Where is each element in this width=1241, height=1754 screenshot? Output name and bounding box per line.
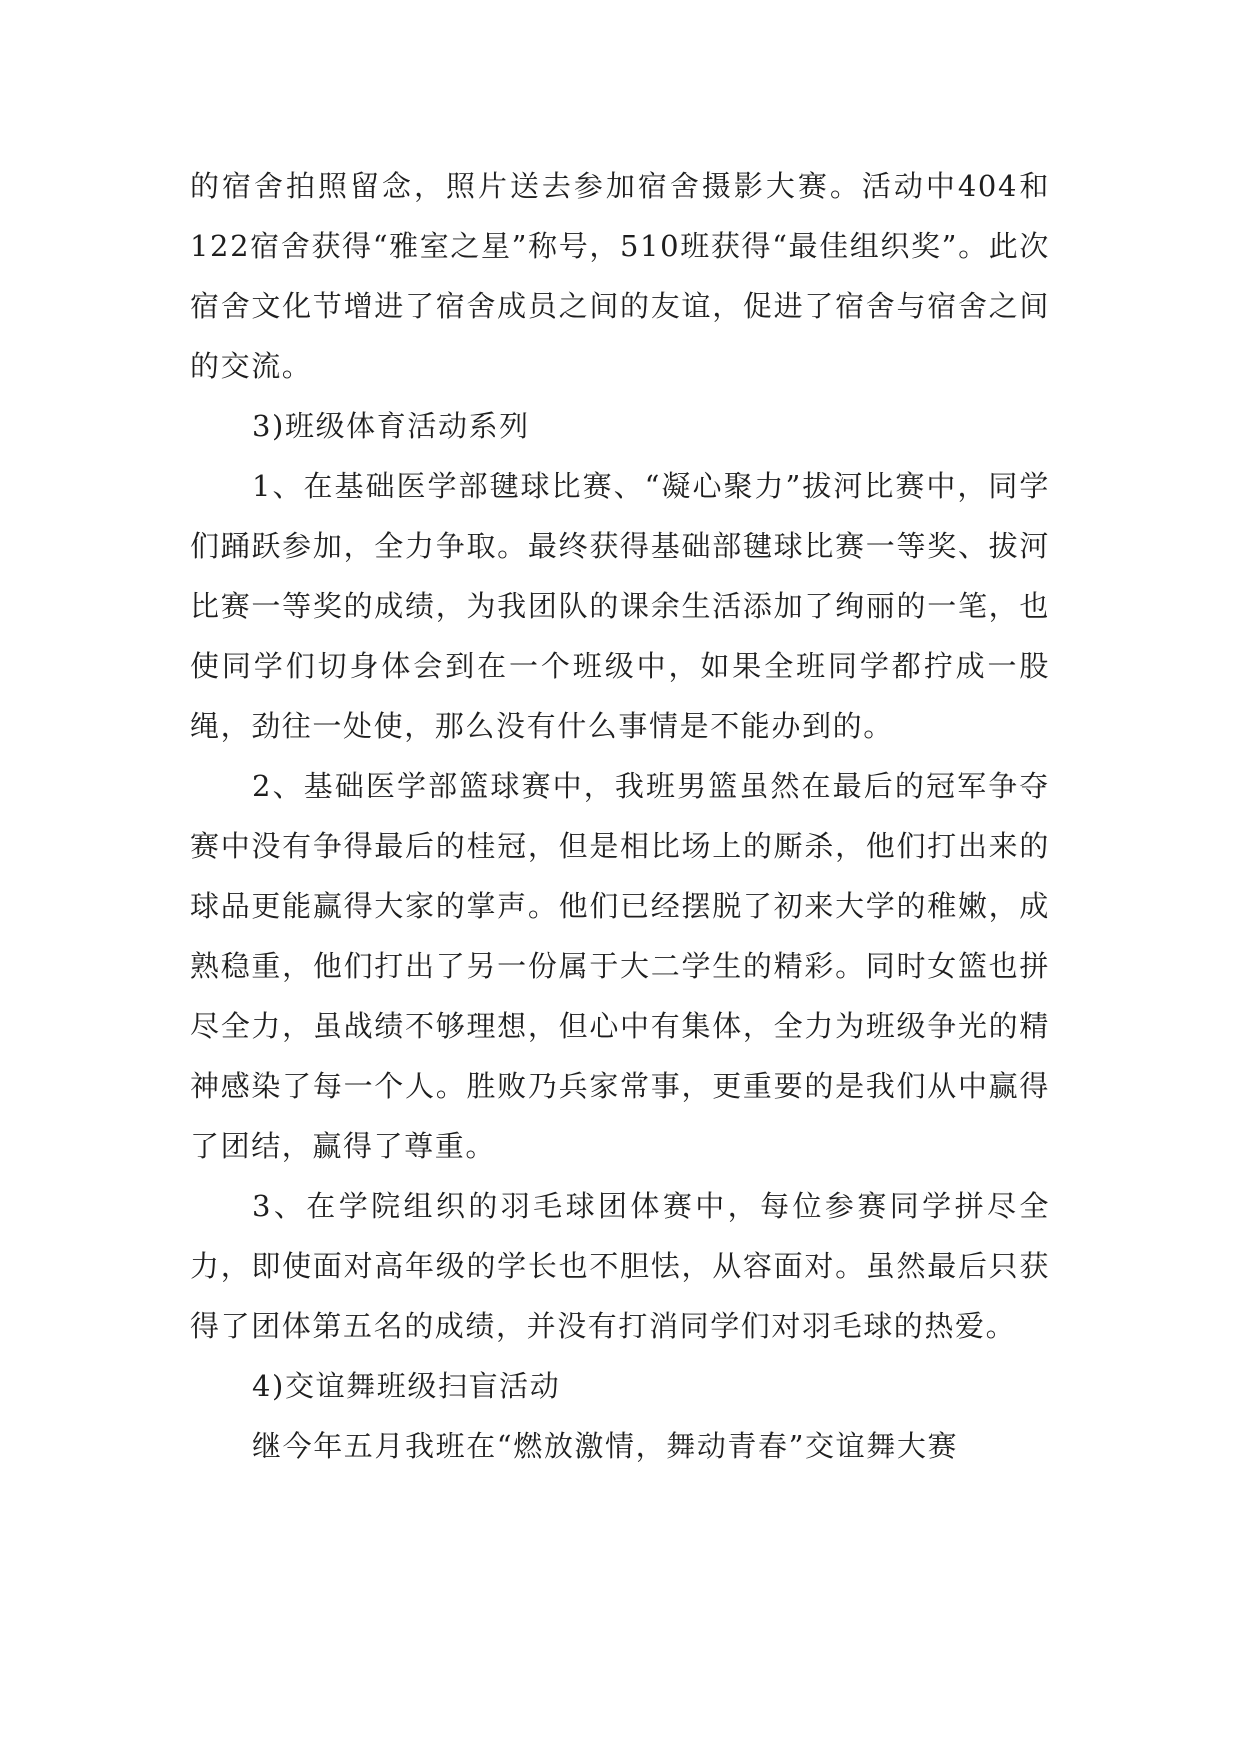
document-body [190, 156, 1050, 1476]
paragraph-badminton: 3、在学院组织的羽毛球团体赛中，每位参赛同学拼尽全力，即使面对高年级的学长也不胆怯，从容面对。虽然最后只获得了团体第五名的成绩，并没有打消同学们对羽毛球的热爱。 [190, 1189, 1050, 1343]
section-heading-dance: 4)交谊舞班级扫盲活动 [252, 1369, 561, 1403]
paragraph-dance-contest: 继今年五月我班在“燃放激情，舞动青春”交谊舞大赛 [252, 1429, 959, 1463]
section-heading-sports: 3)班级体育活动系列 [252, 409, 530, 443]
paragraph-basketball: 2、基础医学部篮球赛中，我班男篮虽然在最后的冠军争夺赛中没有争得最后的桂冠，但是相比场上的厮杀，他们打出来的球品更能赢得大家的掌声。他们已经摆脱了初来大学的稚嫩，成熟稳重，他们打出了另一份属于大二学生的精彩。同时女篮也拼尽全力，虽战绩不够理想，但心中有集体，全力为班级争光的精神感染了每一个人。胜败乃兵家常事，更重要的是我们从中赢得了团结，赢得了尊重。 [190, 769, 1050, 1163]
paragraph-shuttlecock-tugofwar: 1、在基础医学部毽球比赛、“凝心聚力”拔河比赛中，同学们踊跃参加，全力争取。最终获得基础部毽球比赛一等奖、拔河比赛一等奖的成绩，为我团队的课余生活添加了绚丽的一笔，也使同学们切身体会到在一个班级中，如果全班同学都拧成一股绳，劲往一处使，那么没有什么事情是不能办到的。 [190, 469, 1050, 743]
paragraph-dorm-culture: 的宿舍拍照留念，照片送去参加宿舍摄影大赛。活动中404和122宿舍获得“雅室之星”称号，510班获得“最佳组织奖”。此次宿舍文化节增进了宿舍成员之间的友谊，促进了宿舍与宿舍之间的交流。 [190, 169, 1050, 383]
